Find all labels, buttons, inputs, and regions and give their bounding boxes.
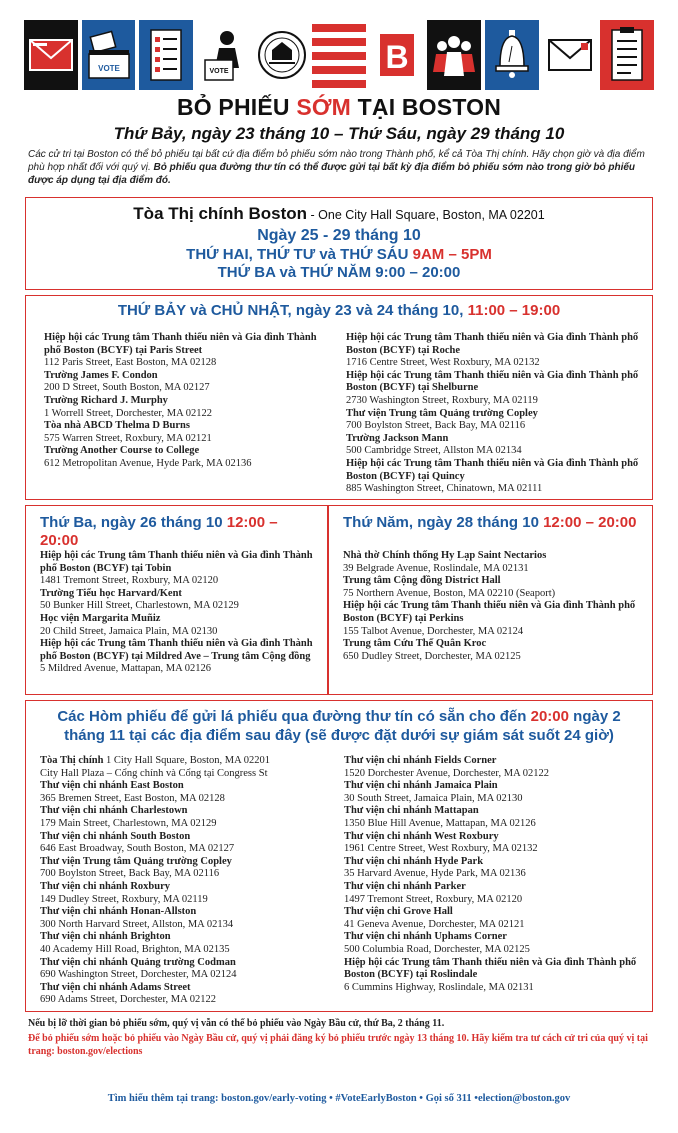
- location-name: Trường Another Course to College: [44, 445, 200, 457]
- location-address: 500 Cambridge Street, Allston MA 02134: [346, 445, 522, 457]
- location-address: 149 Dudley Street, Roxbury, MA 02119: [40, 893, 208, 905]
- location-name: Hiệp hội các Trung tâm Thanh thiếu niên và Gia đình Thành phố Boston (BCYF) tại Tobin: [40, 550, 313, 574]
- location-address: 39 Belgrade Avenue, Roslindale, MA 02131: [343, 562, 529, 574]
- location-name: Thư viện chi nhánh Adams Street: [40, 981, 191, 993]
- dropbox-heading: Các Hòm phiếu để gửi lá phiếu qua đường thư tín có sẵn cho đến 20:00 ngày 2 tháng 11 tại các địa điểm sau đây (sẽ được đặt dưới sự giám sát suốt 24 giờ): [57, 708, 621, 744]
- weekend-list-left: [44, 332, 334, 471]
- location-name: Thư viện chi nhánh Roxbury: [40, 880, 171, 892]
- location-address: 75 Northern Avenue, Boston, MA 02210 (Seaport): [343, 587, 556, 599]
- location-name: Thư viện chi nhánh Honan-Allston: [40, 906, 197, 918]
- location-address: 155 Talbot Avenue, Dorchester, MA 02124: [343, 625, 524, 637]
- location-address: 50 Bunker Hill Street, Charlestown, MA 02129: [40, 600, 239, 612]
- election-day-note: Nếu bị lỡ thời gian bỏ phiếu sớm, quý vị vẫn có thể bỏ phiếu vào Ngày Bầu cử, thứ Ba, 2 tháng 11.: [28, 1018, 445, 1029]
- location-name: Tòa nhà ABCD Thelma D Burns: [44, 420, 190, 432]
- location-address: 1520 Dorchester Avenue, Dorchester, MA 02122: [344, 767, 549, 779]
- location-name: Học viện Margarita Muñiz: [40, 612, 161, 624]
- location-address: 365 Bremen Street, East Boston, MA 02128: [40, 792, 225, 804]
- location-name: Thư viện chi nhánh Mattapan: [344, 805, 479, 817]
- location-address: 885 Washington Street, Chinatown, MA 02111: [346, 483, 543, 495]
- location-name: Trường Richard J. Murphy: [44, 394, 168, 406]
- location-name: Hiệp hội các Trung tâm Thanh thiếu niên và Gia đình Thành phố Boston (BCYF) tại Mildred Ave – Trung tâm Cộng đồng: [40, 638, 313, 662]
- location-address: 612 Metropolitan Avenue, Hyde Park, MA 02136: [44, 457, 252, 469]
- location-name: Trung tâm Cứu Thế Quân Kroc: [343, 638, 487, 650]
- location-address: 690 Adams Street, Dorchester, MA 02122: [40, 994, 217, 1006]
- location-name: Hiệp hội các Trung tâm Thanh thiếu niên và Gia đình Thành phố Boston (BCYF) tại Quincy: [346, 457, 639, 482]
- location-name: Thư viện chi nhánh Fields Corner: [344, 755, 497, 766]
- location-address: 700 Boylston Street, Back Bay, MA 02116: [40, 868, 220, 880]
- thursday-heading: Thứ Năm, ngày 28 tháng 10 12:00 – 20:00: [343, 514, 637, 531]
- voters-group-icon: [427, 20, 481, 90]
- location-address: 700 Boylston Street, Back Bay, MA 02116: [346, 420, 526, 432]
- thursday-section: [328, 505, 653, 695]
- mail-envelope-icon: [543, 20, 597, 90]
- location-address: 1481 Tremont Street, Roxbury, MA 02120: [40, 575, 219, 587]
- city-hall-hours-mwf: THỨ HAI, THỨ TƯ và THỨ SÁU 9AM – 5PM: [186, 246, 492, 263]
- location-address: 500 Columbia Road, Dorchester, MA 02125: [344, 943, 530, 955]
- location-name: Thư viện chi nhánh Jamaica Plain: [344, 780, 498, 792]
- registration-note: Để bỏ phiếu sớm hoặc bỏ phiếu vào Ngày Bầu cử, quý vị phải đăng ký bỏ phiếu trước ngày 13 tháng 10. Hãy kiểm tra tư cách cử tri của quý vị tại trang: boston.gov/elections: [28, 1033, 648, 1057]
- weekend-heading: THỨ BẢY và CHỦ NHẬT, ngày 23 và 24 tháng 10, 11:00 – 19:00: [117, 302, 561, 319]
- location-name: Thư viện chi nhánh East Boston: [40, 780, 184, 792]
- footer-contact: Tìm hiểu thêm tại trang: boston.gov/early-voting • #VoteEarlyBoston • Gọi số 311 •election@boston.gov: [107, 1093, 571, 1104]
- location-address: 1961 Centre Street, West Roxbury, MA 02132: [344, 843, 538, 855]
- location-name: Trung tâm Cộng đồng District Hall: [343, 575, 501, 587]
- location-name: Trường Jackson Mann: [346, 432, 449, 444]
- tuesday-heading: Thứ Ba, ngày 26 tháng 10 12:00 – 20:00: [40, 514, 278, 549]
- location-address: 6 Cummins Highway, Roslindale, MA 02131: [344, 981, 534, 993]
- location-name: Thư viện chi nhánh Hyde Park: [344, 855, 484, 867]
- location-address: 690 Washington Street, Dorchester, MA 02124: [40, 969, 237, 981]
- location-address: 1350 Blue Hill Avenue, Mattapan, MA 02126: [344, 817, 536, 829]
- flag-stripes-icon: [312, 20, 366, 90]
- liberty-bell-icon: [485, 20, 539, 90]
- location-address: 30 South Street, Jamaica Plain, MA 02130: [344, 792, 523, 804]
- svg-text:VOTE: VOTE: [209, 68, 229, 75]
- list-item: City Hall Plaza – Cổng chính và Cổng tại Congress St: [40, 767, 268, 779]
- location-address: 575 Warren Street, Roxbury, MA 02121: [44, 432, 212, 444]
- location-name: Hiệp hội các Trung tâm Thanh thiếu niên và Gia đình Thành phố Boston (BCYF) tại Roslindale: [344, 956, 637, 981]
- list-item: Tòa Thị chính 1 City Hall Square, Boston, MA 02201: [40, 755, 270, 766]
- location-name: Trường Tiểu học Harvard/Kent: [40, 587, 182, 599]
- location-address: 1497 Tremont Street, Roxbury, MA 02120: [344, 893, 523, 905]
- svg-text:VOTE: VOTE: [97, 64, 120, 73]
- dropbox-list-left: [40, 755, 340, 1007]
- location-name: Thư viện chi nhánh West Roxbury: [344, 830, 499, 842]
- location-name: Thư viện Trung tâm Quảng trường Copley: [346, 407, 538, 419]
- location-name: Thư viện chi nhánh Uphams Corner: [344, 931, 507, 943]
- ballot-sheet-icon: [139, 20, 193, 90]
- city-hall-section: [25, 197, 653, 290]
- city-hall-dates: Ngày 25 - 29 tháng 10: [257, 227, 421, 244]
- location-address: 1716 Centre Street, West Roxbury, MA 02132: [346, 357, 540, 369]
- city-hall-hours-tth: THỨ BA và THỨ NĂM 9:00 – 20:00: [217, 264, 461, 281]
- location-address: 179 Main Street, Charlestown, MA 02129: [40, 817, 217, 829]
- header-icon-strip: [24, 20, 654, 90]
- location-address: 20 Child Street, Jamaica Plain, MA 02130: [40, 625, 218, 637]
- city-hall-address: - One City Hall Square, Boston, MA 02201: [307, 208, 545, 222]
- city-hall-name: Tòa Thị chính Boston: [133, 204, 308, 223]
- location-name: Thư viện chi nhánh Brighton: [40, 931, 171, 943]
- location-address: 650 Dudley Street, Dorchester, MA 02125: [343, 650, 521, 662]
- mail-envelope-icon: [24, 20, 78, 90]
- location-address: 5 Mildred Avenue, Mattapan, MA 02126: [40, 663, 211, 675]
- weekend-section: [25, 295, 653, 500]
- tuesday-list: [40, 550, 325, 676]
- location-name: Thư viện chi Grove Hall: [344, 906, 453, 918]
- location-address: 35 Harvard Avenue, Hyde Park, MA 02136: [344, 868, 526, 880]
- dropbox-list-right: [344, 755, 644, 994]
- location-name: Hiệp hội các Trung tâm Thanh thiếu niên và Gia đình Thành phố Boston (BCYF) tại Roche: [346, 332, 639, 356]
- location-address: 2730 Washington Street, Roxbury, MA 02119: [346, 394, 538, 406]
- location-address: 112 Paris Street, East Boston, MA 02128: [44, 357, 217, 369]
- svg-text:B: B: [385, 39, 409, 75]
- location-address: 40 Academy Hill Road, Brighton, MA 02135: [40, 943, 230, 955]
- checklist-icon: [600, 20, 654, 90]
- ballot-box-icon: [82, 20, 136, 90]
- boston-b-logo-icon: [370, 20, 424, 90]
- weekend-list-right: [346, 332, 646, 496]
- page-title: BỎ PHIẾU SỚM TẠI BOSTON: [176, 94, 502, 120]
- location-name: Thư viện chi nhánh Charlestown: [40, 805, 188, 817]
- tuesday-section: [25, 505, 328, 695]
- location-name: Trường James F. Condon: [44, 369, 158, 381]
- location-name: Thư viện chi nhánh Quảng trường Codman: [40, 956, 236, 968]
- location-name: Hiệp hội các Trung tâm Thanh thiếu niên và Gia đình Thành phố Boston (BCYF) tại Paris Street: [44, 332, 317, 356]
- location-address: 41 Geneva Avenue, Dorchester, MA 02121: [344, 918, 525, 930]
- location-address: 1 Worrell Street, Dorchester, MA 02122: [44, 407, 212, 419]
- location-name: Hiệp hội các Trung tâm Thanh thiếu niên và Gia đình Thành phố Boston (BCYF) tại Perkins: [343, 600, 636, 624]
- location-name: Nhà thờ Chính thống Hy Lạp Saint Nectarios: [343, 550, 547, 561]
- location-name: Hiệp hội các Trung tâm Thanh thiếu niên và Gia đình Thành phố Boston (BCYF) tại Shelburne: [346, 369, 639, 394]
- city-seal-icon: [255, 20, 309, 90]
- thursday-list: [343, 550, 648, 663]
- page-subtitle: Thứ Bảy, ngày 23 tháng 10 – Thứ Sáu, ngày 29 tháng 10: [113, 124, 565, 143]
- location-name: Thư viện chi nhánh South Boston: [40, 830, 191, 842]
- location-name: Thư viện Trung tâm Quảng trường Copley: [40, 855, 232, 867]
- location-address: 300 North Harvard Street, Allston, MA 02134: [40, 918, 234, 930]
- location-address: 646 East Broadway, South Boston, MA 02127: [40, 843, 235, 855]
- location-name: Thư viện chi nhánh Parker: [344, 880, 466, 892]
- dropbox-section: [25, 700, 653, 1012]
- intro-text: Các cử tri tại Boston có thể bỏ phiếu tại bất cứ địa điểm bỏ phiếu sớm nào trong Thành phố, kể cả Tòa Thị chính. Hãy chọn giờ và địa điểm phù hợp nhất đối với quý vị. Bỏ phiếu qua đường thư tín có thể được gửi tại bất kỳ địa điểm bỏ phiếu sớm nào trong giờ bỏ phiếu được áp dụng tại địa điểm đó.: [28, 149, 645, 186]
- voter-at-booth-icon: [197, 20, 251, 90]
- location-address: 200 D Street, South Boston, MA 02127: [44, 382, 210, 394]
